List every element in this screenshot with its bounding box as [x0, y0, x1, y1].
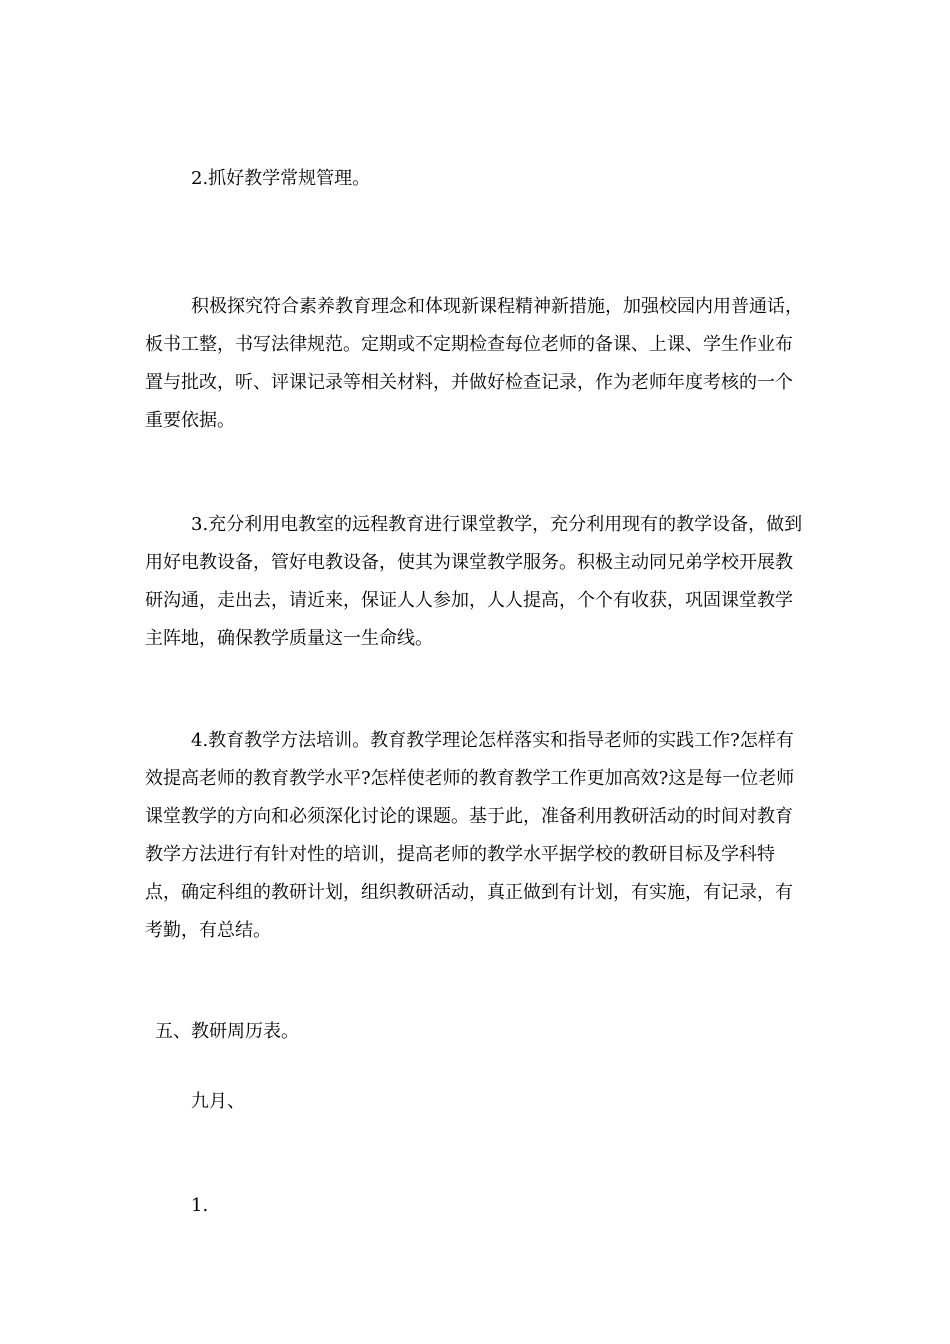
paragraph-item-3: 3.充分利用电教室的远程教育进行课堂教学，充分利用现有的教学设备，做到用好电教设备，管好电教设备，使其为课堂教学服务。积极主动同兄弟学校开展教研沟通，走出去，请近来，保证人人参加，人人提高，个个有收获，巩固课堂教学主阵地，确保教学质量这一生命线。 — [145, 514, 803, 649]
list-number-1: 1. — [191, 1195, 209, 1216]
paragraph-routine-management: 积极探究符合素养教育理念和体现新课程精神新措施，加强校园内用普通话，板书工整，书写法律规范。定期或不定期检查每位老师的备课、上课、学生作业布置与批改，听、评课记录等相关材料，并做好检查记录，作为老师年度考核的一个重要依据。 — [145, 296, 803, 431]
item-heading-2: 2.抓好教学常规管理。 — [191, 168, 371, 189]
section-heading-5: 五、教研周历表。 — [155, 1021, 299, 1042]
paragraph-item-4: 4.教育教学方法培训。教育教学理论怎样落实和指导老师的实践工作?怎样有效提高老师的教育教学水平?怎样使老师的教育教学工作更加高效?这是每一位老师课堂教学的方向和必须深化讨论的课题。基于此，准备利用教研活动的时间对教育教学方法进行有针对性的培训，提高老师的教学水平据学校的教研目标及学科特点，确定科组的教研计划，组织教研活动，真正做到有计划，有实施，有记录，有考勤，有总结。 — [145, 730, 795, 941]
month-label-september: 九月、 — [191, 1091, 245, 1112]
